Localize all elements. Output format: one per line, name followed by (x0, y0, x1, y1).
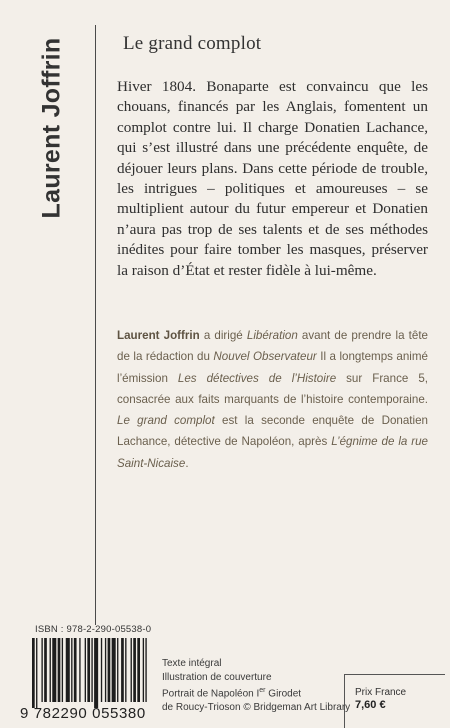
barcode-bars (20, 638, 150, 708)
barcode-bar (125, 638, 126, 702)
bio-text: Il a longtemps animé l’émission (117, 350, 428, 385)
spine-author: Laurent Joffrin (37, 37, 66, 219)
barcode-bar (101, 638, 102, 702)
barcode-bar (41, 638, 42, 702)
bio-italic: Libération (246, 329, 298, 342)
barcode-bar (74, 638, 77, 702)
barcode-bar (44, 638, 47, 702)
barcode-bar (112, 638, 116, 702)
author-bio (117, 325, 428, 474)
barcode-bar (94, 638, 98, 708)
barcode-bar (131, 638, 132, 702)
barcode-bar (32, 638, 35, 708)
barcode-bar (133, 638, 136, 702)
credits (162, 657, 351, 714)
bio-italic: Nouvel Observateur (213, 350, 317, 364)
barcode-bar (145, 638, 146, 702)
credits-line: Portrait de Napoléon Ier Girodet (162, 687, 302, 700)
price-value: 7,60 € (355, 699, 386, 711)
book-title: Le grand complot (123, 33, 262, 54)
barcode-bar (137, 638, 140, 702)
summary-text: Hiver 1804. Bonaparte est convaincu que les chouans, financés par les Anglais, fomentent un complot contre lui. Il charge Donatien Lachance, qui s’est illustré dans une précédente enquête, de déjouer leurs plans. Dans cette période de trouble, les intrigues – politiques et amoureuses – se multiplient autour du futur empereur et Donatien n’aura pas trop de ses talents et de ses méthodes inédites pour faire tomber les masques, préserver la raison d’État et rester fidèle à lui-même. (117, 78, 428, 279)
barcode-bar (105, 638, 106, 702)
bio-author-name: Laurent Joffrin (117, 329, 200, 342)
barcode-bar (71, 638, 72, 702)
bio-italic: Le grand complot (117, 414, 215, 428)
credits-line: de Roucy-Trioson © Bridgeman Art Library (162, 701, 351, 713)
bio-text: a dirigé (199, 329, 247, 342)
barcode-bar (66, 638, 70, 702)
barcode-bar (108, 638, 111, 702)
barcode (20, 638, 150, 724)
price-box (344, 674, 445, 728)
bio-italic: L’égnime de la rue Saint-Nicaise (117, 435, 429, 470)
barcode-bar (58, 638, 61, 702)
barcode-bar (85, 638, 86, 702)
barcode-bar (91, 638, 92, 702)
credits-line: Illustration de couverture (162, 671, 272, 683)
bio-text: avant de prendre la tête de la rédaction du (117, 329, 428, 364)
barcode-bar (79, 638, 80, 702)
barcode-bar (62, 638, 63, 702)
barcode-bar (143, 638, 144, 702)
bio-italic: Les détectives de l’Histoire (177, 371, 337, 385)
spine (0, 0, 100, 620)
barcode-bar (117, 638, 118, 702)
vertical-divider (95, 25, 96, 625)
barcode-bar (87, 638, 90, 702)
barcode-bar (36, 638, 37, 708)
barcode-bar (50, 638, 51, 702)
credits-line: Texte intégral (162, 658, 222, 669)
bio-text: est la seconde enquête de Donatien Lachance, détective de Napoléon, après (117, 414, 428, 449)
isbn: ISBN : 978-2-290-05538-0 (35, 624, 152, 635)
bio-text: sur France 5, consacrée aux faits marquants de l’histoire contemporaine. (117, 371, 428, 406)
price-label: Prix France (355, 687, 407, 698)
barcode-bar (121, 638, 124, 702)
summary (117, 77, 428, 281)
barcode-bar (52, 638, 56, 702)
bio-text: . (185, 456, 189, 470)
barcode-digits: 9 782290 055380 (20, 705, 146, 722)
